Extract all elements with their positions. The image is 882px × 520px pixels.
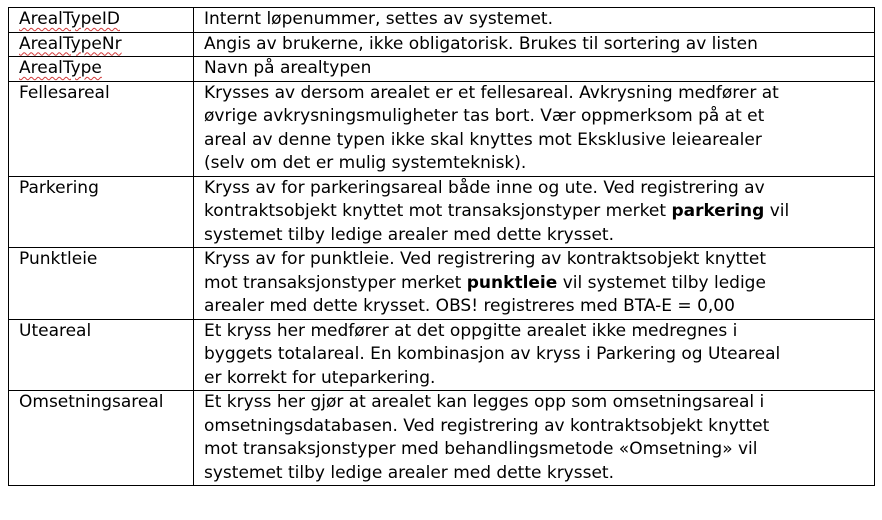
term-label: Fellesareal xyxy=(19,82,110,103)
table-row xyxy=(9,248,875,320)
description-text: kontraktsobjekt knyttet mot transaksjonstyper merket xyxy=(204,201,672,221)
term-label: Omsetningsareal xyxy=(19,392,164,412)
description-cell xyxy=(194,8,875,33)
description-line: Krysses av dersom arealet er et fellesareal. Avkrysning medfører at xyxy=(204,82,779,103)
description-cell xyxy=(194,248,875,320)
description-cell xyxy=(194,176,875,248)
term-label: Uteareal xyxy=(19,320,92,341)
description-line xyxy=(204,200,866,224)
table-row xyxy=(9,8,875,33)
term-label: ArealTypeNr xyxy=(19,33,122,54)
description-line: omsetningsdatabasen. Ved registrering av kontraktsobjekt knyttet xyxy=(204,415,770,436)
description-line: (selv om det er mulig systemteknisk). xyxy=(204,153,527,173)
term-cell xyxy=(9,8,194,33)
field-description-table xyxy=(8,7,875,486)
description-text: vil xyxy=(764,201,790,221)
term-cell xyxy=(9,32,194,57)
description-line: areal av denne typen ikke skal knyttes mot Eksklusive leiearealer xyxy=(204,129,762,150)
description-line: Kryss av for parkeringsareal både inne og ute. Ved registrering av xyxy=(204,177,765,198)
table-row xyxy=(9,319,875,391)
term-cell xyxy=(9,81,194,176)
term-label: ArealType xyxy=(19,58,102,78)
description-line: Et kryss her gjør at arealet kan legges opp som omsetningsareal i xyxy=(204,392,765,412)
description-line: Kryss av for punktleie. Ved registrering av kontraktsobjekt knyttet xyxy=(204,249,766,269)
bold-keyword: punktleie xyxy=(466,272,558,293)
description-line: arealer med dette krysset. OBS! registreres med BTA-E = 0,00 xyxy=(204,296,735,316)
description-line: Navn på arealtypen xyxy=(204,58,372,78)
table-row xyxy=(9,57,875,82)
description-cell xyxy=(194,57,875,82)
description-line: systemet tilby ledige arealer med dette krysset. xyxy=(204,224,614,245)
description-line: Angis av brukerne, ikke obligatorisk. Brukes til sortering av listen xyxy=(204,33,758,54)
table-row xyxy=(9,32,875,57)
description-line: er korrekt for uteparkering. xyxy=(204,367,436,388)
description-cell xyxy=(194,391,875,486)
description-cell xyxy=(194,319,875,391)
description-line: øvrige avkrysningsmuligheter tas bort. Vær oppmerksom på at et xyxy=(204,106,765,126)
description-line: systemet tilby ledige arealer med dette krysset. xyxy=(204,462,614,483)
table-row xyxy=(9,176,875,248)
description-line: Internt løpenummer, settes av systemet. xyxy=(204,9,553,29)
term-cell xyxy=(9,176,194,248)
term-label: Punktleie xyxy=(19,249,98,269)
bold-keyword: parkering xyxy=(671,201,765,221)
description-line: byggets totalareal. En kombinasjon av kryss i Parkering og Uteareal xyxy=(204,344,781,364)
table-row xyxy=(9,81,875,176)
description-line xyxy=(204,272,866,296)
term-cell xyxy=(9,57,194,82)
term-cell xyxy=(9,248,194,320)
description-cell xyxy=(194,32,875,57)
term-label: ArealTypeID xyxy=(19,9,120,29)
description-text: vil systemet tilby ledige xyxy=(557,272,766,293)
description-cell xyxy=(194,81,875,176)
term-cell xyxy=(9,391,194,486)
description-line: mot transaksjonstyper med behandlingsmetode «Omsetning» vil xyxy=(204,439,758,459)
description-line: Et kryss her medfører at det oppgitte arealet ikke medregnes i xyxy=(204,320,738,341)
term-cell xyxy=(9,319,194,391)
table-row xyxy=(9,391,875,486)
term-label: Parkering xyxy=(19,177,99,198)
description-text: mot transaksjonstyper merket xyxy=(204,272,467,293)
